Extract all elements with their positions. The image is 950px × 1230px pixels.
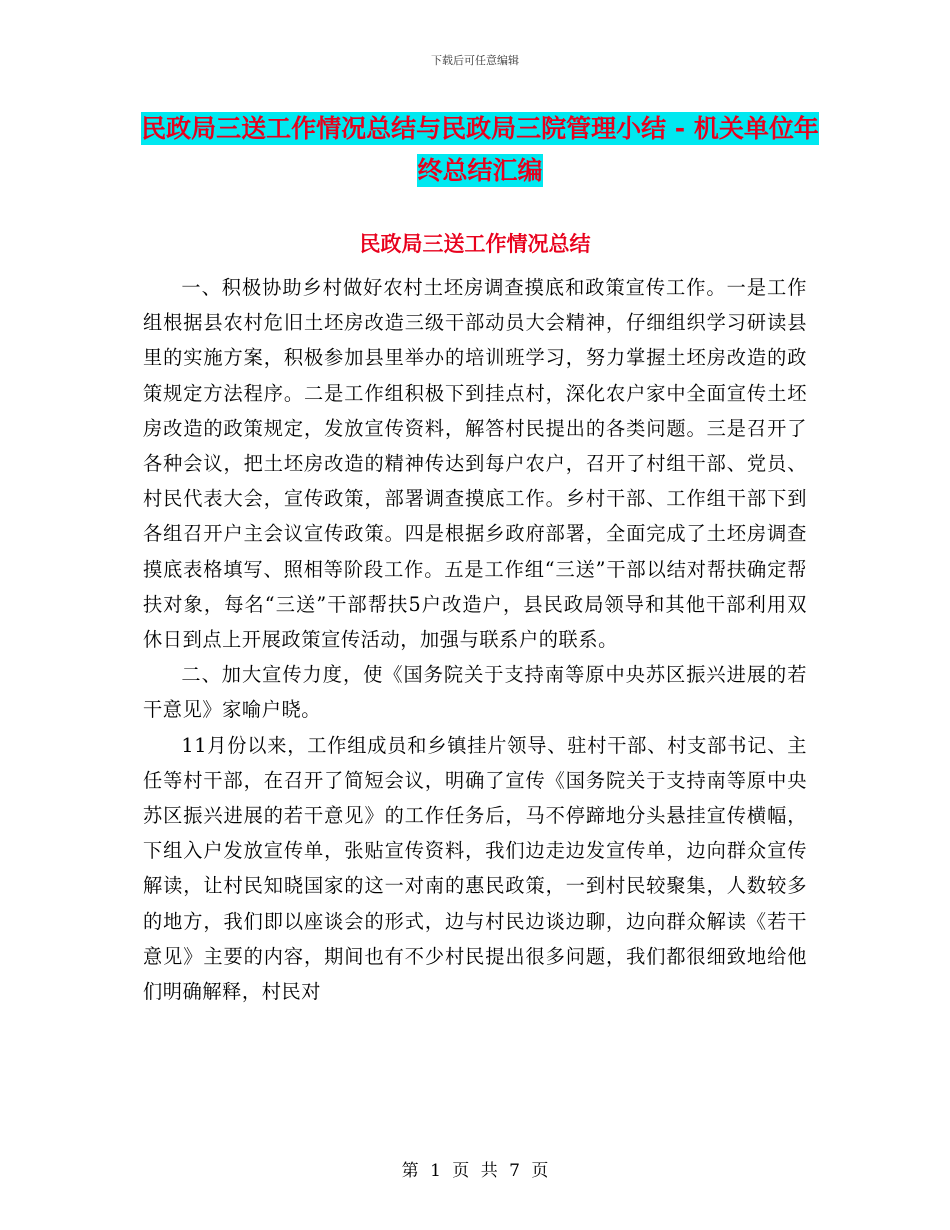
document-title (140, 108, 820, 192)
paragraph-1: 一、积极协助乡村做好农村土坯房调查摸底和政策宣传工作。一是工作组根据县农村危旧土坯房改造三级干部动员大会精神，仔细组织学习研读县里的实施方案，积极参加县里举办的培训班学习，努力掌握土坯房改造的政策规定方法程序。二是工作组积极下到挂点村，深化农户家中全面宣传土坯房改造的政策规定，发放宣传资料，解答村民提出的各类问题。三是召开了各种会议，把土坯房改造的精神传达到每户农户，召开了村组干部、党员、村民代表大会，宣传政策，部署调查摸底工作。乡村干部、工作组干部下到各组召开户主会议宣传政策。四是根据乡政府部署，全面完成了土坯房调查摸底表格填写、照相等阶段工作。五是工作组“三送”干部以结对帮扶确定帮扶对象，每名“三送”干部帮扶5户改造户，县民政局领导和其他干部利用双休日到点上开展政策宣传活动，加强与联系户的联系。 (143, 276, 807, 652)
section-title: 民政局三送工作情况总结 (359, 232, 591, 256)
body-text (143, 270, 807, 1009)
page-number: 第 1 页 共 7 页 (401, 1161, 549, 1181)
page-header-note: 下载后可任意编辑 (431, 54, 519, 67)
paragraph-3: 11月份以来，工作组成员和乡镇挂片领导、驻村干部、村支部书记、主任等村干部，在召开了简短会议，明确了宣传《国务院关于支持南等原中央苏区振兴进展的若干意见》的工作任务后，马不停蹄地分头悬挂宣传横幅，下组入户发放宣传单，张贴宣传资料，我们边走边发宣传单，边向群众宣传解读，让村民知晓国家的这一对南的惠民政策，一到村民较聚集，人数较多的地方，我们即以座谈会的形式，边与村民边谈边聊，边向群众解读《若干意见》主要的内容，期间也有不少村民提出很多问题，我们都很细致地给他们明确解释，村民对 (143, 733, 807, 1004)
document-title-text: 民政局三送工作情况总结与民政局三院管理小结 - 机关单位年终总结汇编 (141, 114, 819, 185)
paragraph-2: 二、加大宣传力度，使《国务院关于支持南等原中央苏区振兴进展的若干意见》家喻户晓。 (143, 663, 807, 722)
